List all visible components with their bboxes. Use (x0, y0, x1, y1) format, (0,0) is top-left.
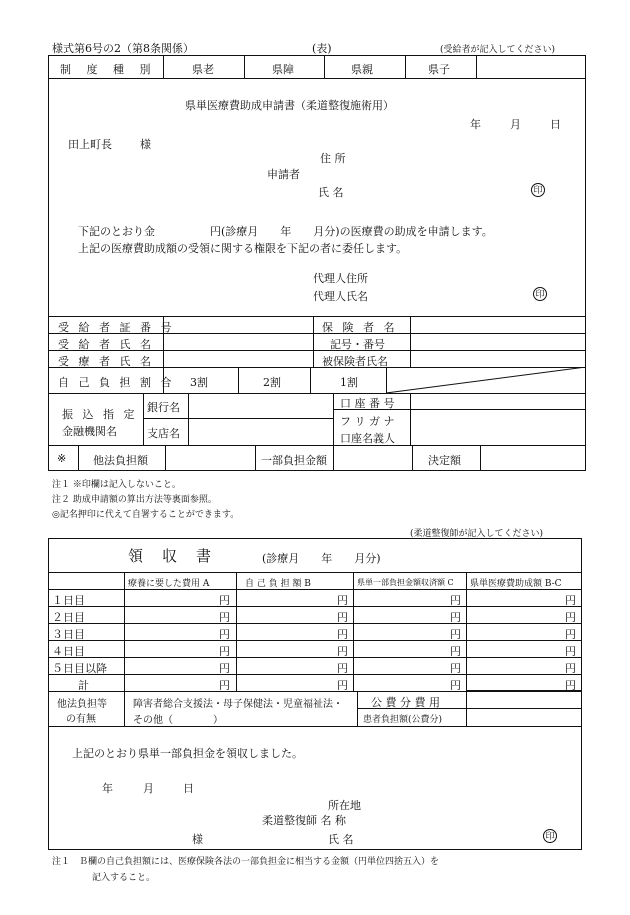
yen-mark: 円 (219, 611, 230, 624)
yen-mark: 円 (337, 611, 348, 624)
ratio-option-20[interactable]: 2割 (263, 376, 281, 389)
patient-name-label: 受 療 者 氏 名 (58, 355, 154, 368)
insurer-label: 保 険 者 名 (322, 321, 398, 334)
decision-amount-label: 決定額 (428, 454, 461, 467)
receipt-honorific: 様 (192, 833, 203, 846)
seal-icon: 印 (533, 287, 547, 301)
yen-mark: 円 (565, 662, 576, 675)
public-expense-label: 公 費 分 費 用 (371, 696, 440, 709)
system-option-single-parent[interactable]: 県親 (351, 63, 373, 76)
system-type-label: 制 度 種 別 (60, 63, 157, 76)
yen-mark: 円 (450, 628, 461, 641)
note-2: 注２ 助成申請額の算出方法等裏面参照。 (52, 495, 217, 505)
account-holder-label: 口座名義人 (340, 432, 395, 445)
bank-label-2: 金融機関名 (62, 425, 117, 438)
yen-mark: 円 (337, 679, 348, 692)
other-law-text-2[interactable]: その他（ ） (133, 715, 223, 726)
yen-mark: 円 (565, 679, 576, 692)
row-day-5-plus: ５日目以降 (52, 662, 107, 675)
yen-mark: 円 (337, 662, 348, 675)
system-option-elderly[interactable]: 県老 (192, 63, 214, 76)
yen-mark: 円 (450, 679, 461, 692)
system-option-child[interactable]: 県子 (428, 63, 450, 76)
yen-mark: 円 (565, 628, 576, 641)
yen-mark: 円 (219, 628, 230, 641)
form-side: (表) (312, 42, 332, 55)
application-title: 県単医療費助成申請書（柔道整復施術用） (185, 99, 394, 112)
addressee: 田上町長 (68, 138, 112, 151)
addressee-honorific: 様 (140, 138, 151, 151)
other-law-text-1: 障害者総合支援法・母子保健法・児童福祉法・ (133, 699, 343, 710)
col-header-bc: 県単医療費助成額 B-C (470, 579, 562, 589)
note-3: ◎記名押印に代えて自署することができます。 (52, 510, 240, 520)
practitioner-name-label: 氏 名 (328, 833, 354, 846)
practitioner-label: 柔道整復師 名 称 (262, 814, 346, 827)
row-day-3: ３日目 (52, 628, 85, 641)
date-year: 年 (470, 118, 481, 131)
location-label: 所在地 (328, 799, 361, 812)
yen-mark: 円 (219, 679, 230, 692)
practitioner-note: (柔道整復師が記入してください) (410, 529, 544, 539)
yen-mark: 円 (565, 611, 576, 624)
agent-name-label: 代理人氏名 (313, 290, 368, 303)
symbol-number-label: 記号・番号 (330, 338, 385, 351)
diagonal-divider (386, 367, 586, 393)
bank-label-1: 振 込 指 定 (62, 408, 138, 421)
application-body-1: 下記のとおり金 円(診療月 年 月分)の医療費の助成を申請します。 (78, 225, 493, 238)
received-statement: 上記のとおり県単一部負担金を領収しました。 (72, 747, 303, 760)
receipt-date-day: 日 (183, 782, 194, 795)
receipt-title: 領 収 書 (128, 547, 214, 565)
other-law-amount-label: 他法負担額 (93, 454, 148, 467)
ratio-option-10[interactable]: 1割 (340, 376, 358, 389)
date-month: 月 (510, 118, 521, 131)
yen-mark: 円 (337, 645, 348, 658)
account-number-label: 口 座 番 号 (340, 397, 395, 410)
date-day: 日 (550, 118, 561, 131)
yen-mark: 円 (337, 594, 348, 607)
applicant-name-label: 氏 名 (318, 186, 344, 199)
note-1: 注１ ※印欄は記入しないこと。 (52, 480, 181, 490)
other-law-label-2: の有無 (66, 714, 96, 725)
yen-mark: 円 (565, 645, 576, 658)
other-law-label-1: 他法負担等 (57, 699, 107, 710)
yen-mark: 円 (450, 662, 461, 675)
bottom-note-2: 記入すること。 (92, 873, 156, 883)
bank-name-label: 銀行名 (147, 401, 180, 414)
seal-icon: 印 (531, 183, 545, 197)
ratio-option-30[interactable]: 3割 (190, 376, 208, 389)
furigana-label: フ リ ガ ナ (340, 415, 395, 428)
applicant-note: (受給者が記入してください) (440, 45, 556, 55)
receipt-period: (診療月 年 月分) (262, 552, 381, 565)
office-use-mark: ※ (57, 452, 67, 465)
row-day-1: １日目 (52, 594, 85, 607)
agent-address-label: 代理人住所 (313, 272, 368, 285)
row-day-2: ２日目 (52, 611, 85, 624)
partial-amount-label: 一部負担金額 (261, 454, 327, 467)
row-total: 計 (78, 679, 89, 692)
recipient-id-label: 受 給 者 証 番 号 (58, 321, 175, 334)
seal-icon: 印 (543, 829, 557, 843)
branch-name-label: 支店名 (147, 427, 180, 440)
yen-mark: 円 (219, 594, 230, 607)
yen-mark: 円 (450, 645, 461, 658)
receipt-date-month: 月 (143, 782, 154, 795)
yen-mark: 円 (565, 594, 576, 607)
bottom-note-1: 注１ Ｂ欄の自己負担額には、医療保険各法の一部負担金に相当する金額（円単位四捨五入）を (52, 857, 440, 867)
applicant-label: 申請者 (267, 168, 300, 181)
yen-mark: 円 (450, 594, 461, 607)
col-header-b: 自 己 負 担 額 B (245, 579, 311, 589)
application-body-2: 上記の医療費助成額の受領に関する権限を下記の者に委任します。 (78, 242, 408, 255)
applicant-address-label: 住 所 (320, 152, 346, 165)
yen-mark: 円 (337, 628, 348, 641)
col-header-a: 療養に要した費用 A (128, 579, 210, 589)
insured-name-label: 被保険者氏名 (322, 355, 388, 368)
row-day-4: ４日目 (52, 645, 85, 658)
form-number: 様式第6号の2（第8条関係） (52, 42, 194, 55)
receipt-date-year: 年 (102, 782, 113, 795)
system-option-disabled[interactable]: 県障 (272, 63, 294, 76)
yen-mark: 円 (219, 645, 230, 658)
recipient-name-label: 受 給 者 氏 名 (58, 338, 154, 351)
patient-copay-label: 患者負担額(公費分) (363, 715, 443, 725)
yen-mark: 円 (450, 611, 461, 624)
yen-mark: 円 (219, 662, 230, 675)
col-header-c: 県単一部負担金額収済額 C (357, 578, 454, 587)
copay-ratio-label: 自 己 負 担 割 合 (58, 376, 175, 389)
